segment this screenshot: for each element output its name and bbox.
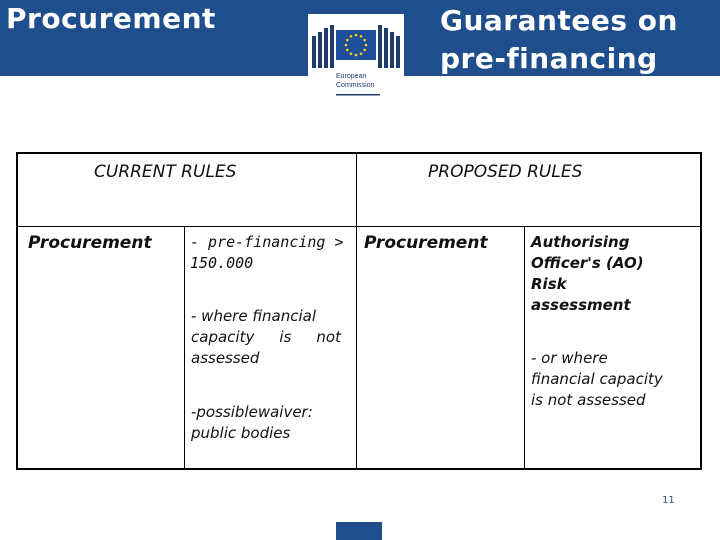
current-procurement-label: Procurement	[28, 233, 152, 253]
table-divider-center	[356, 154, 357, 468]
slide-title-line-2: pre-financing	[440, 42, 658, 75]
current-rules-header: CURRENT RULES	[94, 162, 237, 182]
logo-text: European Commission	[336, 73, 375, 89]
proposed-procurement-label: Procurement	[364, 233, 488, 253]
proposed-rule-ao-risk: Authorising Officer's (AO) Risk assessment	[531, 233, 644, 314]
page-number: 11	[662, 495, 675, 506]
page-title: Procurement	[6, 2, 216, 35]
table-divider-current	[184, 226, 185, 468]
current-rule-waiver: -possiblewaiver: public bodies	[191, 403, 313, 442]
european-commission-logo	[308, 14, 404, 100]
table-header-divider	[18, 226, 700, 227]
slide-title-line-1: Guarantees on	[440, 4, 678, 37]
proposed-rule-financial-capacity: - or where financial capacity is not assessed	[531, 349, 663, 409]
proposed-rules-header: PROPOSED RULES	[428, 162, 583, 182]
slide-title	[440, 2, 710, 78]
footer-accent-bar	[336, 522, 382, 540]
table-divider-proposed	[524, 226, 525, 468]
current-rule-financial-capacity: - where financial capacity is not assessed	[191, 307, 341, 367]
current-rule-prefinancing: - pre-financing > 150.000	[190, 233, 344, 272]
